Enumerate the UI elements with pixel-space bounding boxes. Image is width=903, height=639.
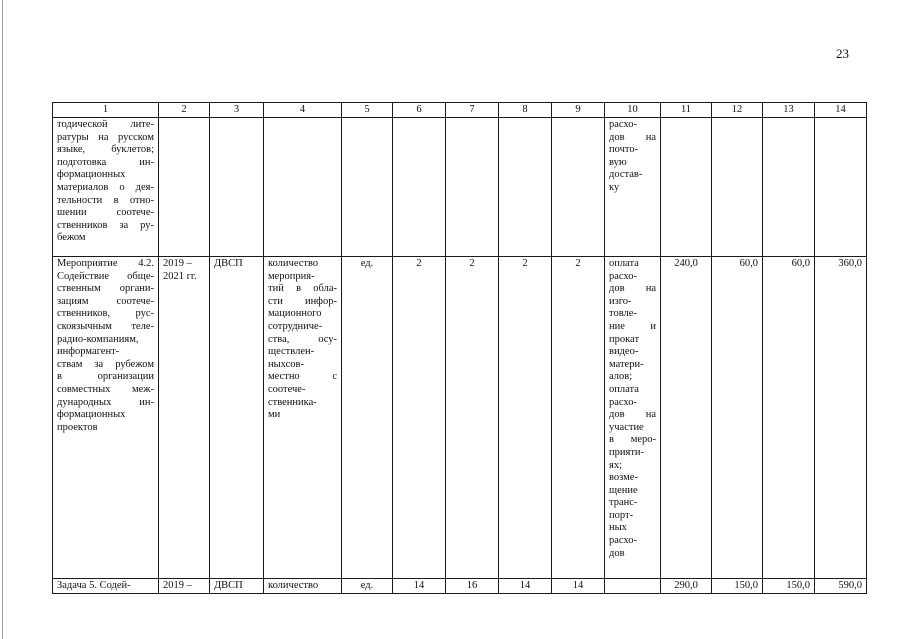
cell-line: прияти- — [609, 446, 645, 458]
activity-description-cell — [53, 118, 159, 257]
cell-line: алов; — [609, 371, 633, 383]
cell-line: Мероприятие 4.2. — [57, 258, 154, 269]
column-number-11: 11 — [661, 103, 712, 118]
value-cell-8: 14 — [499, 579, 552, 594]
cell-line: соотече- — [268, 383, 306, 395]
value-cell-8: 2 — [499, 257, 552, 579]
cell-line: в организации — [57, 371, 154, 383]
column-number-6: 6 — [393, 103, 446, 118]
cell-line: в меро- — [609, 434, 656, 446]
value-cell-6 — [393, 118, 446, 257]
cell-line: дов — [609, 547, 625, 559]
activity-description-cell — [53, 257, 159, 579]
cell-line: ныхсов- — [268, 358, 304, 370]
cell-line: скоязычным теле- — [57, 320, 154, 332]
cell-line: расхо- — [609, 396, 638, 408]
column-number-9: 9 — [552, 103, 605, 118]
activities-table — [52, 102, 867, 594]
cell-line: тий в обла- — [268, 283, 337, 295]
value-cell-6: 2 — [393, 257, 446, 579]
column-number-3: 3 — [210, 103, 264, 118]
cell-line: ку — [609, 181, 620, 193]
cell-line: ществлен- — [268, 346, 315, 358]
period-cell: 2019 – — [159, 579, 210, 594]
cell-line: ственников, рус- — [57, 308, 154, 320]
column-number-12: 12 — [712, 103, 763, 118]
amount-cell-14 — [815, 118, 867, 257]
cell-line: видео- — [609, 346, 639, 358]
cell-line: тельности в отно- — [57, 194, 154, 206]
column-number-13: 13 — [763, 103, 815, 118]
cell-line: оплата — [609, 258, 639, 269]
amount-cell-11: 240,0 — [661, 257, 712, 579]
cell-line: количество — [268, 258, 319, 269]
cell-line: сотрудниче- — [268, 320, 323, 332]
value-cell-8 — [499, 118, 552, 257]
table-row-measure-4-2 — [53, 257, 867, 579]
table-row-continuation — [53, 118, 867, 257]
table-header-row — [53, 103, 867, 118]
cell-line: вую — [609, 156, 627, 168]
cell-line: мероприя- — [268, 270, 315, 282]
value-cell-7: 16 — [446, 579, 499, 594]
cell-line: зациям соотече- — [57, 295, 154, 307]
column-number-4: 4 — [264, 103, 342, 118]
amount-cell-14: 590,0 — [815, 579, 867, 594]
cell-line: ственным органи- — [57, 283, 154, 295]
cell-line: прокат — [609, 333, 640, 345]
cell-line: ственников за ру- — [57, 219, 154, 231]
cell-line: расхо- — [609, 270, 638, 282]
expense-direction-cell — [605, 579, 661, 594]
cell-line: достав- — [609, 169, 643, 181]
cell-line: сти инфор- — [268, 295, 337, 307]
cell-line: участие — [609, 421, 644, 433]
unit-cell: ед. — [342, 257, 393, 579]
cell-line: транс- — [609, 497, 638, 509]
column-number-5: 5 — [342, 103, 393, 118]
cell-line: щение — [609, 484, 638, 496]
cell-line: ных — [609, 522, 627, 534]
indicator-cell — [264, 118, 342, 257]
amount-cell-11 — [661, 118, 712, 257]
executor-cell — [210, 118, 264, 257]
cell-line: Содействие обще- — [57, 270, 154, 282]
cell-line: информагент- — [57, 346, 120, 358]
indicator-cell: количество — [264, 579, 342, 594]
expense-direction-cell — [605, 118, 661, 257]
cell-line: проектов — [57, 421, 98, 433]
expense-direction-cell — [605, 257, 661, 579]
cell-line: ях; — [609, 459, 622, 471]
amount-cell-12: 60,0 — [712, 257, 763, 579]
cell-line: подготовка ин- — [57, 156, 154, 168]
cell-line: дов на — [609, 283, 656, 295]
cell-line: тодической лите- — [57, 119, 154, 130]
cell-line: ние и — [609, 320, 656, 332]
amount-cell-13: 150,0 — [763, 579, 815, 594]
cell-line: возме- — [609, 472, 638, 484]
amount-cell-14: 360,0 — [815, 257, 867, 579]
cell-line: формационных — [57, 409, 126, 421]
amount-cell-12 — [712, 118, 763, 257]
cell-line: изго- — [609, 295, 632, 307]
column-number-2: 2 — [159, 103, 210, 118]
cell-line: порт- — [609, 509, 634, 521]
cell-line: расхо- — [609, 535, 638, 547]
amount-cell-13 — [763, 118, 815, 257]
page-left-edge — [2, 0, 3, 639]
cell-line: совместных меж- — [57, 383, 154, 395]
cell-line: шении соотече- — [57, 207, 154, 219]
cell-line: мационного — [268, 308, 322, 320]
cell-line: бежом — [57, 232, 86, 244]
column-number-10: 10 — [605, 103, 661, 118]
value-cell-9 — [552, 118, 605, 257]
cell-line: дов на — [609, 131, 656, 143]
table-row-task-5 — [53, 579, 867, 594]
executor-cell: ДВСП — [210, 579, 264, 594]
cell-line: формационных — [57, 169, 126, 181]
period-cell — [159, 118, 210, 257]
cell-line: радио-компаниям, — [57, 333, 139, 345]
cell-line: материалов о дея- — [57, 181, 154, 193]
cell-line: 2021 гг. — [163, 270, 197, 282]
value-cell-7 — [446, 118, 499, 257]
value-cell-7: 2 — [446, 257, 499, 579]
indicator-cell — [264, 257, 342, 579]
activity-description-cell: Задача 5. Содей- — [53, 579, 159, 594]
cell-line: местно с — [268, 371, 337, 383]
cell-line: дов на — [609, 409, 656, 421]
cell-line: ственника- — [268, 396, 317, 408]
column-number-1: 1 — [53, 103, 159, 118]
value-cell-9: 2 — [552, 257, 605, 579]
unit-cell: ед. — [342, 579, 393, 594]
cell-line: оплата — [609, 383, 639, 395]
value-cell-6: 14 — [393, 579, 446, 594]
cell-line: ства, осу- — [268, 333, 337, 345]
page-number: 23 — [836, 46, 849, 61]
cell-line: ратуры на русском — [57, 131, 154, 143]
cell-line: языке, буклетов; — [57, 144, 154, 156]
cell-line: матери- — [609, 358, 644, 370]
amount-cell-12: 150,0 — [712, 579, 763, 594]
unit-cell — [342, 118, 393, 257]
cell-line: ствам за рубежом — [57, 358, 154, 370]
cell-line: ми — [268, 409, 281, 421]
column-number-8: 8 — [499, 103, 552, 118]
cell-line: товле- — [609, 308, 637, 320]
period-cell — [159, 257, 210, 579]
amount-cell-13: 60,0 — [763, 257, 815, 579]
amount-cell-11: 290,0 — [661, 579, 712, 594]
executor-cell: ДВСП — [210, 257, 264, 579]
cell-line: расхо- — [609, 119, 638, 130]
cell-line: почто- — [609, 144, 639, 156]
column-number-7: 7 — [446, 103, 499, 118]
column-number-14: 14 — [815, 103, 867, 118]
cell-line: дународных ин- — [57, 396, 154, 408]
cell-line: 2019 – — [163, 258, 192, 269]
value-cell-9: 14 — [552, 579, 605, 594]
